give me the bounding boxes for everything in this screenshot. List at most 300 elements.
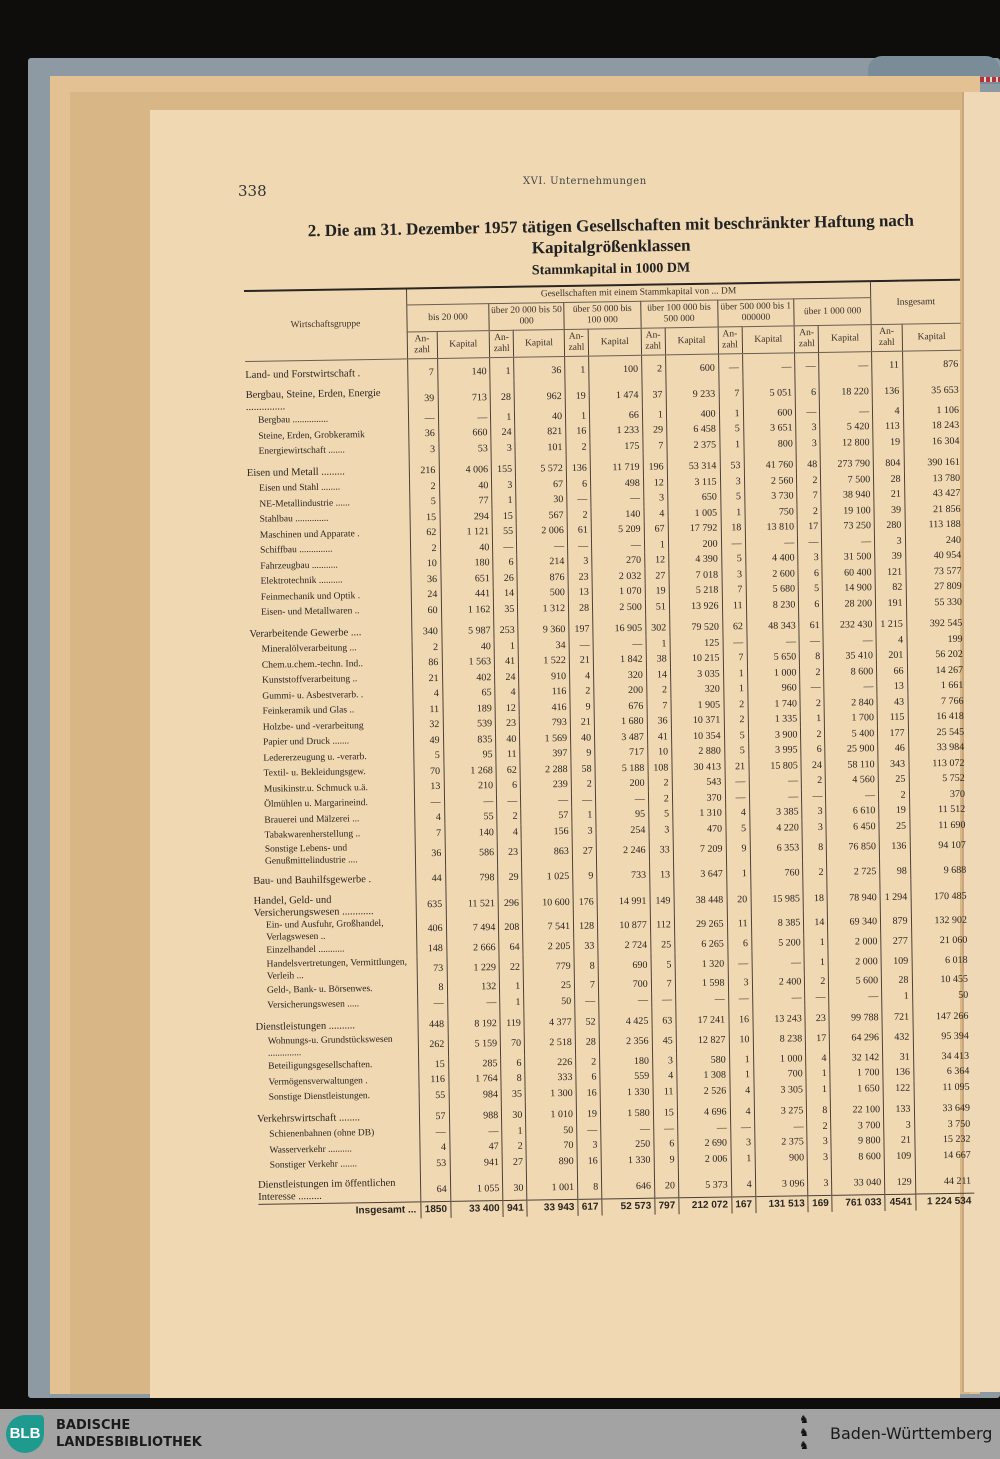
cell-anzahl: 5 (798, 581, 822, 597)
cell-kapital: 12 827 (676, 1028, 729, 1053)
cell-anzahl: 3 (491, 440, 515, 456)
cell-anzahl: 3 (730, 1135, 754, 1151)
cell-kapital: 65 (442, 685, 495, 701)
row-label: Bergbau, Steine, Erden, Energie ............... (245, 387, 381, 413)
cell-anzahl: 18 (721, 520, 745, 536)
cell-kapital: 1 680 (594, 714, 647, 730)
cell-kapital: 733 (597, 862, 650, 884)
cell-anzahl: 3 (720, 474, 744, 490)
cell-anzahl: 30 (502, 1102, 526, 1124)
cell-kapital: 99 788 (829, 1004, 882, 1026)
cell-anzahl: 23 (495, 716, 519, 732)
cell-kapital: 125 (670, 635, 723, 651)
total-kapital: 33 400 (450, 1201, 503, 1218)
cell-kapital: 700 (753, 1066, 806, 1082)
cell-kapital: 1 001 (527, 1169, 578, 1200)
cell-anzahl: 1 215 (876, 611, 907, 633)
cell-anzahl: 1 (806, 1081, 830, 1097)
cell-kapital: 11 690 (909, 817, 968, 833)
cell-anzahl: 10 (729, 1028, 753, 1052)
cell-kapital: 392 545 (906, 610, 965, 632)
baden-wuerttemberg-label[interactable]: Baden-Württemberg (830, 1424, 993, 1443)
total-label: Insgesamt ... (258, 1202, 421, 1221)
cell-kapital: 4 390 (668, 552, 721, 568)
cell-kapital: 16 418 (908, 709, 967, 725)
cell-kapital: 660 (438, 425, 491, 441)
cell-kapital: 600 (743, 405, 796, 421)
cell-anzahl: 3 (577, 1137, 601, 1153)
cell-anzahl: 2 (567, 507, 591, 523)
cell-kapital: 9 688 (910, 857, 969, 879)
cell-kapital: 40 (515, 408, 566, 424)
cell-anzahl: 1 (500, 979, 524, 995)
cell-anzahl: 2 (801, 726, 825, 742)
cell-kapital: 1 563 (442, 654, 495, 670)
cell-anzahl: 60 (411, 602, 441, 618)
total-anzahl: 617 (578, 1199, 602, 1215)
cell-anzahl: 8 (800, 649, 824, 665)
cell-kapital: 12 800 (820, 435, 873, 451)
cell-kapital: 1 580 (600, 1100, 653, 1122)
cell-anzahl: 1 (642, 407, 666, 423)
cell-anzahl: 7 (647, 698, 671, 714)
cell-kapital: — (749, 789, 802, 805)
cell-kapital: 70 (526, 1138, 577, 1154)
cell-kapital: 798 (445, 864, 498, 886)
cell-kapital: — (752, 950, 805, 975)
cell-anzahl: 16 (577, 1153, 601, 1169)
cell-anzahl: 2 (570, 684, 594, 700)
cell-anzahl: 635 (416, 886, 446, 916)
cell-kapital: 33 040 (832, 1164, 885, 1195)
cell-kapital: — (521, 792, 572, 808)
cell-anzahl: 1 (502, 1123, 526, 1139)
cell-anzahl: 64 (420, 1171, 450, 1202)
cell-kapital: 16 905 (593, 615, 646, 637)
cell-kapital: 11 512 (909, 802, 968, 818)
cell-anzahl: 7 (574, 978, 598, 994)
cell-anzahl: 5 (720, 489, 744, 505)
cell-kapital: 760 (750, 859, 803, 881)
cell-anzahl: 31 (883, 1049, 914, 1065)
cell-anzahl: 7 (718, 376, 742, 406)
cell-kapital: 863 (521, 839, 572, 864)
cell-anzahl: 9 (570, 699, 594, 715)
cell-kapital: 140 (591, 506, 644, 522)
table-title: 2. Die am 31. Dezember 1957 tätigen Gesellschaften mit beschränkter Haftung nach Kapitalgrößenklassen (307, 210, 914, 258)
cell-kapital: 232 430 (823, 611, 876, 633)
cell-kapital: 200 (594, 683, 647, 699)
cell-kapital: 18 220 (819, 374, 872, 405)
header-class-5: über 500 000 bis 1 000000 (717, 299, 794, 327)
cell-anzahl: — (577, 1122, 601, 1138)
cell-kapital: 2 724 (598, 937, 651, 953)
cell-kapital: 11 521 (445, 886, 498, 917)
cell-anzahl: 64 (499, 939, 523, 955)
header-class-3: über 50 000 bis 100 000 (564, 301, 641, 329)
header-kapital: Kapital (819, 325, 872, 353)
cell-kapital: 4 006 (439, 456, 492, 478)
cell-kapital: 910 (519, 668, 570, 684)
cell-kapital: 6 265 (675, 936, 728, 952)
cell-anzahl: 25 (879, 818, 910, 834)
cell-kapital: 53 314 (667, 453, 720, 475)
total-kapital: 131 513 (755, 1196, 808, 1213)
cell-kapital: 13 780 (904, 470, 963, 486)
cell-kapital: 586 (445, 840, 498, 865)
cell-kapital: 6 353 (750, 835, 803, 860)
cell-kapital: 95 394 (913, 1024, 972, 1049)
cell-kapital: 27 809 (906, 579, 965, 595)
cell-kapital: 397 (520, 746, 571, 762)
cell-anzahl: 30 (503, 1170, 528, 1201)
cell-anzahl: 2 (724, 697, 748, 713)
cell-anzahl: 5 (724, 743, 748, 759)
cell-kapital: 1 308 (677, 1067, 730, 1083)
cell-anzahl: 8 (417, 980, 447, 996)
cell-anzahl: 11 (653, 1084, 677, 1100)
cell-kapital: 250 (601, 1137, 654, 1153)
cell-kapital: 1 330 (600, 1084, 653, 1100)
cell-kapital: 38 448 (674, 882, 727, 913)
cell-anzahl: 17 (805, 1026, 829, 1050)
cell-anzahl: — (795, 352, 819, 374)
cell-kapital: 5 650 (747, 649, 800, 665)
cell-anzahl: 3 (492, 477, 516, 493)
cell-anzahl: 11 (727, 912, 751, 936)
cell-kapital: 25 900 (825, 741, 878, 757)
cell-anzahl: 9 (573, 863, 597, 885)
cell-anzahl: — (567, 538, 591, 554)
cell-kapital: 2 006 (516, 523, 567, 539)
cell-kapital: 690 (598, 953, 651, 978)
cell-kapital: 5 209 (591, 522, 644, 538)
cell-kapital: 11 095 (914, 1079, 973, 1095)
cell-kapital: 1 000 (747, 665, 800, 681)
cell-kapital: 210 (444, 778, 497, 794)
cell-kapital: 2 500 (592, 599, 645, 615)
cell-kapital: 113 072 (908, 755, 967, 771)
cell-anzahl: 2 (576, 1054, 600, 1070)
cell-kapital: — (754, 1119, 807, 1135)
row-label: Holzbe- und -verarbeitung (262, 720, 364, 733)
cell-kapital: 14 267 (907, 662, 966, 678)
cell-kapital: 2 288 (520, 761, 571, 777)
cell-anzahl: 3 (652, 1053, 676, 1069)
cell-anzahl: 36 (415, 841, 445, 865)
cell-kapital: 180 (600, 1053, 653, 1069)
cell-kapital: 1 764 (448, 1071, 501, 1087)
cell-anzahl: 7 (651, 976, 675, 992)
cell-anzahl: 36 (647, 713, 671, 729)
cell-kapital: 800 (743, 436, 796, 452)
cell-anzahl: 280 (874, 518, 905, 534)
cell-kapital: — (826, 788, 879, 804)
cell-kapital: 10 877 (597, 913, 650, 938)
row-label: Verarbeitende Gewerbe .... (249, 626, 362, 640)
cell-kapital: 8 385 (751, 911, 804, 936)
cell-kapital: 5 987 (441, 617, 494, 639)
cell-kapital: 239 (520, 777, 571, 793)
cell-kapital: 3 700 (831, 1118, 884, 1134)
row-label: Einzelhandel ........... (266, 944, 345, 956)
cell-kapital: 40 954 (905, 548, 964, 564)
cell-anzahl: 3 (808, 1165, 833, 1196)
cell-anzahl: 4 (413, 686, 443, 702)
cell-kapital: 2 690 (678, 1135, 731, 1151)
cell-anzahl: 22 (499, 955, 523, 979)
cell-kapital: 7 500 (821, 472, 874, 488)
row-label: Brauerei und Mälzerei ... (264, 814, 360, 826)
cell-kapital: 73 577 (905, 563, 964, 579)
total-anzahl: 797 (655, 1198, 679, 1214)
cell-anzahl: 6 (727, 936, 751, 952)
header-insgesamt: Insgesamt (871, 280, 961, 325)
cell-anzahl: 6 (576, 1070, 600, 1086)
cell-kapital: 21 060 (911, 932, 970, 948)
cell-kapital: 40 (439, 478, 492, 494)
cell-anzahl: — (653, 1121, 677, 1137)
cell-kapital: 676 (594, 698, 647, 714)
cell-kapital: — (749, 773, 802, 789)
cell-anzahl: 40 (570, 730, 594, 746)
cell-anzahl: 296 (498, 885, 522, 915)
cell-anzahl: 21 (569, 653, 593, 669)
header-kapital: Kapital (513, 329, 564, 357)
row-label: Bau- und Bauhilfsgewerbe . (253, 873, 372, 887)
cell-anzahl: 5 (410, 494, 440, 510)
cell-anzahl: 62 (722, 613, 746, 635)
cell-anzahl: 37 (642, 377, 666, 407)
cell-kapital: 14 900 (823, 580, 876, 596)
cell-anzahl: 26 (493, 570, 517, 586)
cell-anzahl: 24 (495, 669, 519, 685)
cell-kapital: 175 (590, 438, 643, 454)
cell-kapital: 64 296 (830, 1026, 883, 1051)
cell-anzahl: — (408, 410, 438, 426)
cell-anzahl: 23 (497, 840, 521, 864)
cell-anzahl: 9 (654, 1152, 678, 1168)
cell-anzahl: 70 (500, 1031, 524, 1055)
cell-anzahl: 3 (721, 567, 745, 583)
cell-anzahl: 5 (721, 551, 745, 567)
cell-anzahl: 55 (419, 1087, 449, 1103)
cell-anzahl: — (725, 790, 749, 806)
cell-anzahl: 7 (797, 488, 821, 504)
cell-kapital: 2 526 (677, 1083, 730, 1099)
cell-anzahl: 86 (412, 655, 442, 671)
cell-anzahl: 2 (807, 1118, 831, 1134)
cell-anzahl: 432 (882, 1025, 913, 1049)
cell-anzahl: — (651, 992, 675, 1008)
cell-kapital: 2 880 (672, 744, 725, 760)
cell-kapital: 156 (521, 823, 572, 839)
cell-kapital: 60 400 (822, 565, 875, 581)
cell-anzahl: 191 (876, 595, 907, 611)
cell-kapital: 35 653 (902, 372, 961, 403)
cell-anzahl: 20 (726, 882, 750, 912)
cell-kapital: 1 025 (522, 863, 573, 885)
cell-anzahl: 14 (646, 667, 670, 683)
cell-anzahl: 21 (724, 759, 748, 775)
cell-anzahl: 27 (572, 839, 596, 863)
cell-anzahl: 39 (874, 502, 905, 518)
cell-anzahl: 24 (491, 425, 515, 441)
header-kapital: Kapital (665, 327, 718, 355)
cell-anzahl: 1 (726, 860, 750, 882)
cell-kapital: 30 (516, 492, 567, 508)
cell-kapital: 50 (912, 987, 971, 1003)
cell-kapital: 38 940 (821, 487, 874, 503)
cell-anzahl: 21 (570, 715, 594, 731)
cell-kapital: 1 000 (753, 1051, 806, 1067)
cell-anzahl: — (497, 793, 521, 809)
cell-anzahl: 23 (568, 569, 592, 585)
cell-anzahl: 108 (648, 760, 672, 776)
cell-anzahl: 9 (571, 746, 595, 762)
cell-kapital: — (601, 1121, 654, 1137)
cell-anzahl: 14 (493, 586, 517, 602)
cell-kapital: 539 (443, 716, 496, 732)
cell-anzahl: 6 (798, 565, 822, 581)
cell-kapital: 3 651 (743, 420, 796, 436)
cell-kapital: 370 (909, 786, 968, 802)
cell-kapital: 650 (668, 490, 721, 506)
blb-logo[interactable]: BLB (6, 1415, 44, 1453)
cell-anzahl: 2 (571, 777, 595, 793)
cell-kapital: — (447, 995, 500, 1011)
cell-kapital: 1 310 (672, 806, 725, 822)
row-label: Schiffbau .............. (260, 544, 333, 557)
row-label: Wasserverkehr .......... (269, 1144, 352, 1156)
row-label: Schienenbahnen (ohne DB) (269, 1128, 375, 1140)
cell-anzahl: 53 (420, 1155, 450, 1171)
cell-anzahl: 61 (799, 612, 823, 634)
cell-kapital: 5 218 (669, 583, 722, 599)
row-label: Eisen- und Metallwaren .. (260, 606, 360, 619)
cell-kapital: 3 035 (670, 666, 723, 682)
cell-anzahl: 52 (575, 1009, 599, 1031)
cell-anzahl: — (802, 788, 826, 804)
cell-kapital: 400 (666, 406, 719, 422)
cell-kapital: 984 (449, 1087, 502, 1103)
cell-anzahl: 33 (574, 938, 598, 954)
cell-anzahl: 1 (565, 408, 589, 424)
cell-kapital: 132 902 (911, 908, 970, 933)
cell-anzahl: — (414, 794, 444, 810)
cell-kapital: 254 (596, 822, 649, 838)
cell-anzahl: 216 (409, 457, 439, 479)
cell-kapital: 6 458 (666, 422, 719, 438)
cell-kapital: 559 (600, 1069, 653, 1085)
cell-kapital: 73 250 (822, 518, 875, 534)
row-label: Ölmühlen u. Margarineind. (264, 798, 368, 810)
cell-anzahl: 16 (566, 424, 590, 440)
cell-kapital: 3 487 (594, 729, 647, 745)
cell-kapital: 5 188 (595, 760, 648, 776)
cell-anzahl: 15 (492, 508, 516, 524)
cell-anzahl: 128 (573, 914, 597, 938)
cell-kapital: 500 (517, 585, 568, 601)
row-label: Papier und Druck ....... (263, 736, 350, 749)
cell-anzahl: 23 (805, 1005, 829, 1027)
cell-kapital: 29 265 (674, 912, 727, 937)
cell-anzahl: 7 (722, 582, 746, 598)
cell-kapital: 15 985 (750, 881, 803, 912)
cell-kapital: 1 005 (668, 505, 721, 521)
cell-kapital: 5 159 (448, 1032, 501, 1057)
cell-anzahl: 721 (882, 1004, 913, 1026)
cell-kapital: 240 (905, 532, 964, 548)
header-span-label: Gesellschaften mit einem Stammkapital von ... DM (406, 281, 870, 305)
cell-anzahl: 11 (722, 598, 746, 614)
cell-anzahl: 1 (492, 493, 516, 509)
row-label: Wohnungs-u. Grundstückswesen .............. (267, 1034, 393, 1059)
cell-kapital: 1 106 (903, 402, 962, 418)
cell-anzahl: 61 (567, 523, 591, 539)
cell-anzahl: 2 (802, 773, 826, 789)
cell-anzahl: 343 (878, 756, 909, 772)
cell-anzahl: — (718, 354, 742, 376)
cell-kapital: 199 (907, 631, 966, 647)
blb-name[interactable] (56, 1417, 202, 1451)
cell-kapital: 10 215 (670, 651, 723, 667)
cell-kapital: 651 (440, 571, 493, 587)
cell-kapital: 17 241 (676, 1006, 729, 1028)
cell-anzahl: 11 (496, 747, 520, 763)
cell-anzahl: 25 (878, 772, 909, 788)
cell-kapital: 32 142 (830, 1050, 883, 1066)
cell-anzahl: 6 (654, 1136, 678, 1152)
cell-kapital: 441 (441, 586, 494, 602)
cell-anzahl: 2 (724, 712, 748, 728)
cell-kapital: — (829, 989, 882, 1005)
row-label: Bergbau ............... (257, 414, 329, 427)
cell-anzahl: 39 (875, 549, 906, 565)
cell-kapital: 35 410 (824, 648, 877, 664)
cell-kapital: — (599, 992, 652, 1008)
cell-kapital: 22 100 (831, 1096, 884, 1118)
cell-kapital: 31 500 (822, 549, 875, 565)
cell-kapital: 3 385 (749, 804, 802, 820)
cell-kapital: — (822, 534, 875, 550)
row-label: Mineralölverarbeitung ... (261, 643, 357, 656)
cell-kapital: 19 100 (821, 503, 874, 519)
row-label: Chem.u.chem.-techn. Ind.. (261, 658, 364, 671)
cell-kapital: 66 (589, 407, 642, 423)
cell-anzahl: 3 (572, 823, 596, 839)
cell-kapital: 132 (447, 979, 500, 995)
cell-anzahl: 148 (417, 940, 447, 956)
cell-kapital: — (591, 537, 644, 553)
cell-anzahl: 36 (411, 571, 441, 587)
cell-anzahl: 3 (807, 1134, 831, 1150)
total-kapital: 52 573 (602, 1198, 655, 1215)
cell-kapital: — (747, 634, 800, 650)
cell-anzahl: 2 (797, 503, 821, 519)
cell-kapital: 6 018 (911, 948, 970, 973)
cell-anzahl: 21 (412, 670, 442, 686)
row-label: Eisen und Stahl ........ (259, 482, 341, 495)
cell-anzahl: 1 (500, 994, 524, 1010)
cell-anzahl: 57 (419, 1103, 449, 1125)
header-class-6: über 1 000 000 (794, 298, 871, 326)
cell-kapital: 962 (514, 378, 565, 409)
cell-kapital: 2 246 (596, 838, 649, 863)
total-anzahl: 1850 (421, 1201, 451, 1217)
cell-anzahl: 2 (410, 540, 440, 556)
cell-anzahl: 109 (881, 949, 912, 973)
